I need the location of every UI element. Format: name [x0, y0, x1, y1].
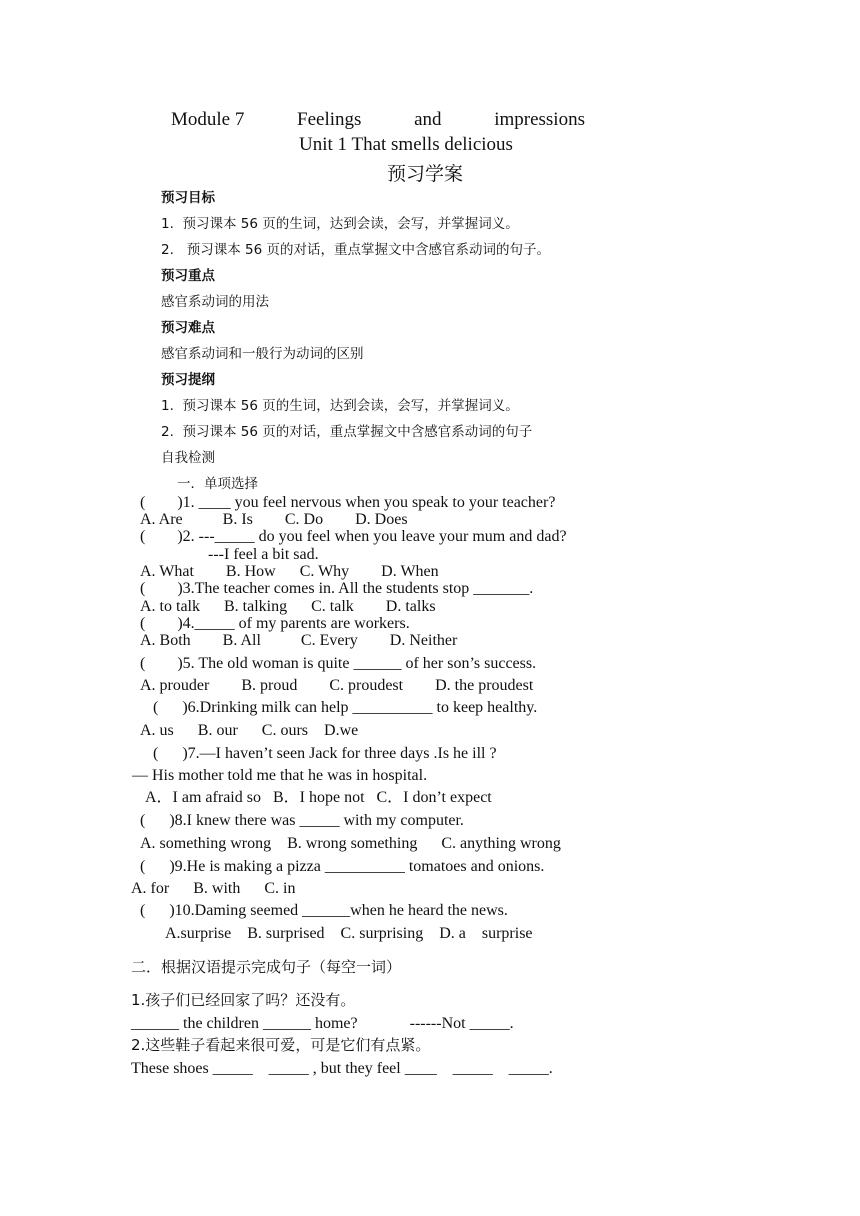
question: ( )4._____ of my parents are workers.: [140, 615, 410, 632]
title-line-1: [171, 109, 585, 131]
question-options: A. us B. our C. ours D.we: [140, 722, 359, 739]
question: ( )2. ---_____ do you feel when you leave your mum and dad?: [140, 528, 567, 545]
question-options: A. to talk B. talking C. talk D. talks: [140, 598, 436, 615]
title-word: Module 7: [171, 109, 245, 130]
self-test-label: 自我检测: [161, 450, 215, 466]
question: ( )1. ____ you feel nervous when you speak to your teacher?: [140, 494, 556, 511]
section2-heading: 二．根据汉语提示完成句子（每空一词）: [131, 958, 402, 976]
title-word: Feelings: [297, 109, 362, 130]
outline-item: 1. 预习课本 56 页的生词，达到会读，会写，并掌握词义。: [161, 398, 519, 414]
question-options: A. Are B. Is C. Do D. Does: [140, 511, 408, 528]
goal-item: 1. 预习课本 56 页的生词，达到会读，会写，并掌握词义。: [161, 216, 519, 232]
difficulty-text: 感官系动词和一般行为动词的区别: [161, 346, 364, 362]
focus-text: 感官系动词的用法: [161, 294, 269, 310]
outline-heading: 预习提纲: [161, 372, 215, 388]
question: ( )5. The old woman is quite ______ of her son’s success.: [140, 655, 537, 672]
sentence-english: These shoes _____ _____ , but they feel ____ _____ _____.: [131, 1060, 553, 1077]
outline-item: 2. 预习课本 56 页的对话，重点掌握文中含感官系动词的句子: [161, 424, 533, 440]
title-line-2: Unit 1 That smells delicious: [299, 134, 513, 155]
goal-item: 2. 预习课本 56 页的对话，重点掌握文中含感官系动词的句子。: [161, 242, 551, 258]
question: ( )7.—I haven’t seen Jack for three days .Is he ill ?: [153, 745, 497, 762]
question-options: A. something wrong B. wrong something C. anything wrong: [140, 835, 561, 852]
question: ( )6.Drinking milk can help __________ to keep healthy.: [153, 699, 538, 716]
question: ( )9.He is making a pizza __________ tomatoes and onions.: [140, 858, 545, 875]
question-options: A.surprise B. surprised C. surprising D. a surprise: [165, 925, 533, 942]
sentence-chinese: 1.孩子们已经回家了吗？还没有。: [131, 991, 356, 1009]
section1-heading: 一．单项选择: [177, 476, 258, 492]
title-word: impressions: [494, 109, 585, 130]
title-line-3: 预习学案: [386, 163, 463, 185]
question-answer-line: — His mother told me that he was in hospital.: [132, 767, 428, 784]
question-options: A. for B. with C. in: [131, 880, 296, 897]
question-options: A. Both B. All C. Every D. Neither: [140, 632, 458, 649]
goals-heading: 预习目标: [161, 190, 215, 206]
focus-heading: 预习重点: [161, 268, 215, 284]
question-options: A．I am afraid so B．I hope not C．I don’t expect: [145, 789, 492, 806]
question: ( )8.I knew there was _____ with my computer.: [140, 812, 464, 829]
sentence-english: ______ the children ______ home? ------Not _____.: [131, 1015, 514, 1032]
question-options: A. prouder B. proud C. proudest D. the proudest: [140, 677, 534, 694]
sentence-chinese: 2.这些鞋子看起来很可爱，可是它们有点紧。: [131, 1036, 431, 1054]
question-answer-line: ---I feel a bit sad.: [208, 546, 319, 563]
question-options: A. What B. How C. Why D. When: [140, 563, 439, 580]
difficulty-heading: 预习难点: [161, 320, 215, 336]
question: ( )10.Daming seemed ______when he heard the news.: [140, 902, 508, 919]
title-word: and: [414, 109, 442, 130]
question: ( )3.The teacher comes in. All the students stop _______.: [140, 580, 534, 597]
